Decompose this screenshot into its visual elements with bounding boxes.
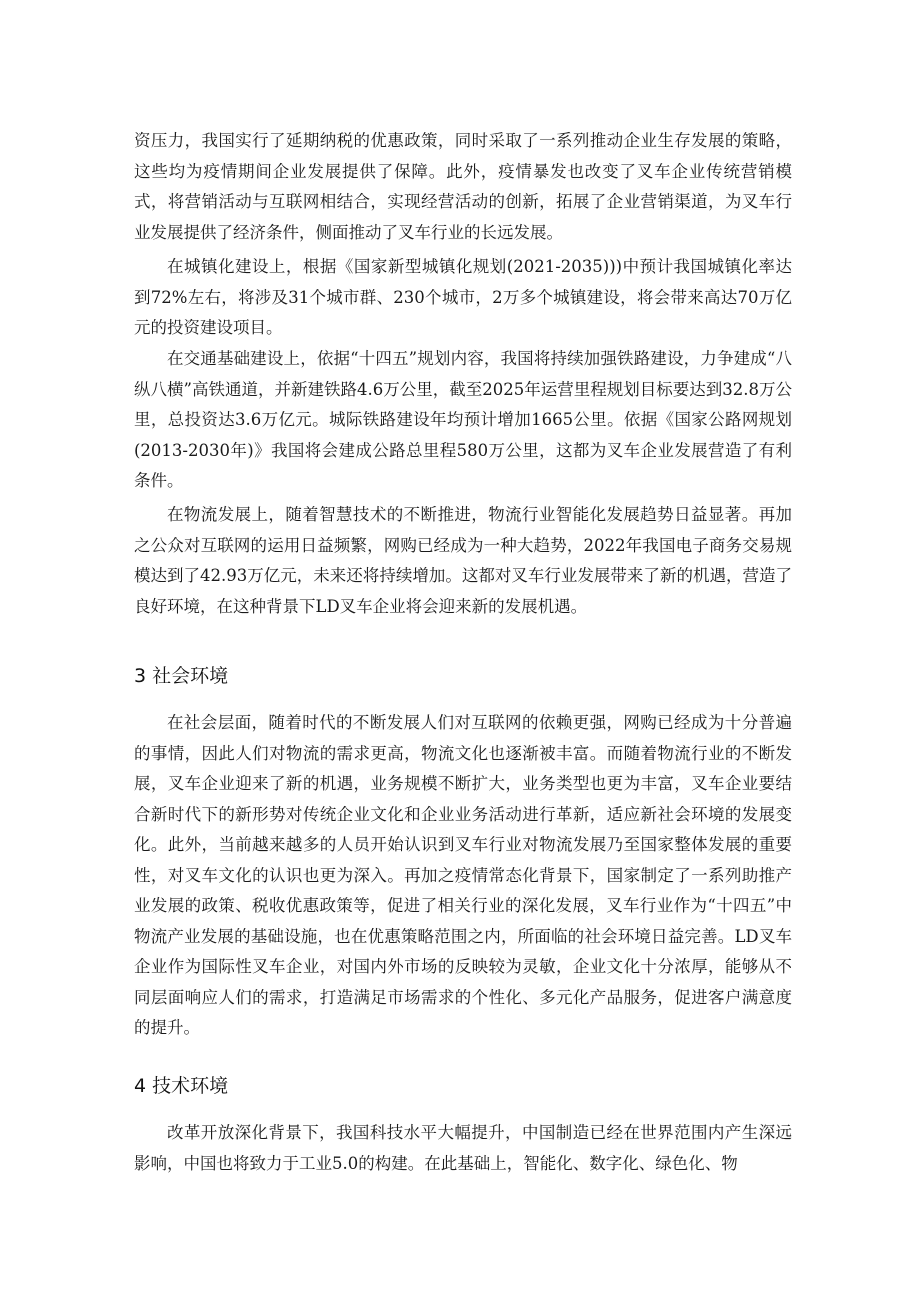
section-heading-technical-environment: 4 技术环境: [134, 1075, 229, 1097]
paragraph-urbanization: 在城镇化建设上，根据《国家新型城镇化规划(2021-2035)))中预计我国城镇化率达到72%左右，将涉及31个城市群、230个城市，2万多个城镇建设，将会带来高达70万亿元的投资建设项目。: [134, 257, 792, 337]
section-heading-social-environment: 3 社会环境: [134, 665, 229, 687]
paragraph-technical-environment: 改革开放深化背景下，我国科技水平大幅提升，中国制造已经在世界范围内产生深远影响，中国也将致力于工业5.0的构建。在此基础上，智能化、数字化、绿色化、物: [134, 1123, 792, 1173]
paragraph-economic-continued: 资压力，我国实行了延期纳税的优惠政策，同时采取了一系列推动企业生存发展的策略，这些均为疫情期间企业发展提供了保障。此外，疫情暴发也改变了叉车企业传统营销模式，将营销活动与互联网相结合，实现经营活动的创新，拓展了企业营销渠道，为叉车行业发展提供了经济条件，侧面推动了叉车行业的长远发展。: [134, 131, 792, 242]
paragraph-logistics: 在物流发展上，随着智慧技术的不断推进，物流行业智能化发展趋势日益显著。再加之公众对互联网的运用日益频繁，网购已经成为一种大趋势，2022年我国电子商务交易规模达到了42.93万亿元，未来还将持续增加。这都对叉车行业发展带来了新的机遇，营造了良好环境，在这种背景下LD叉车企业将会迎来新的发展机遇。: [134, 505, 792, 616]
paragraph-transport-infrastructure: 在交通基础建设上，依据“十四五”规划内容，我国将持续加强铁路建设，力争建成“八纵八横”高铁通道，并新建铁路4.6万公里，截至2025年运营里程规划目标要达到32.8万公里，总投资达3.6万亿元。城际铁路建设年均预计增加1665公里。依据《国家公路网规划(2013-2030年)》我国将会建成公路总里程580万公里，这都为叉车企业发展营造了有利条件。: [134, 349, 792, 490]
paragraph-social-environment: 在社会层面，随着时代的不断发展人们对互联网的依赖更强，网购已经成为十分普遍的事情，因此人们对物流的需求更高，物流文化也逐渐被丰富。而随着物流行业的不断发展，叉车企业迎来了新的机遇，业务规模不断扩大，业务类型也更为丰富，叉车企业要结合新时代下的新形势对传统企业文化和企业业务活动进行革新，适应新社会环境的发展变化。此外，当前越来越多的人员开始认识到叉车行业对物流发展乃至国家整体发展的重要性，对叉车文化的认识也更为深入。再加之疫情常态化背景下，国家制定了一系列助推产业发展的政策、税收优惠政策等，促进了相关行业的深化发展，叉车行业作为“十四五”中物流产业发展的基础设施，也在优惠策略范围之内，所面临的社会环境日益完善。LD叉车企业作为国际性叉车企业，对国内外市场的反映较为灵敏，企业文化十分浓厚，能够从不同层面响应人们的需求，打造满足市场需求的个性化、多元化产品服务，促进客户满意度的提升。: [134, 713, 792, 1037]
